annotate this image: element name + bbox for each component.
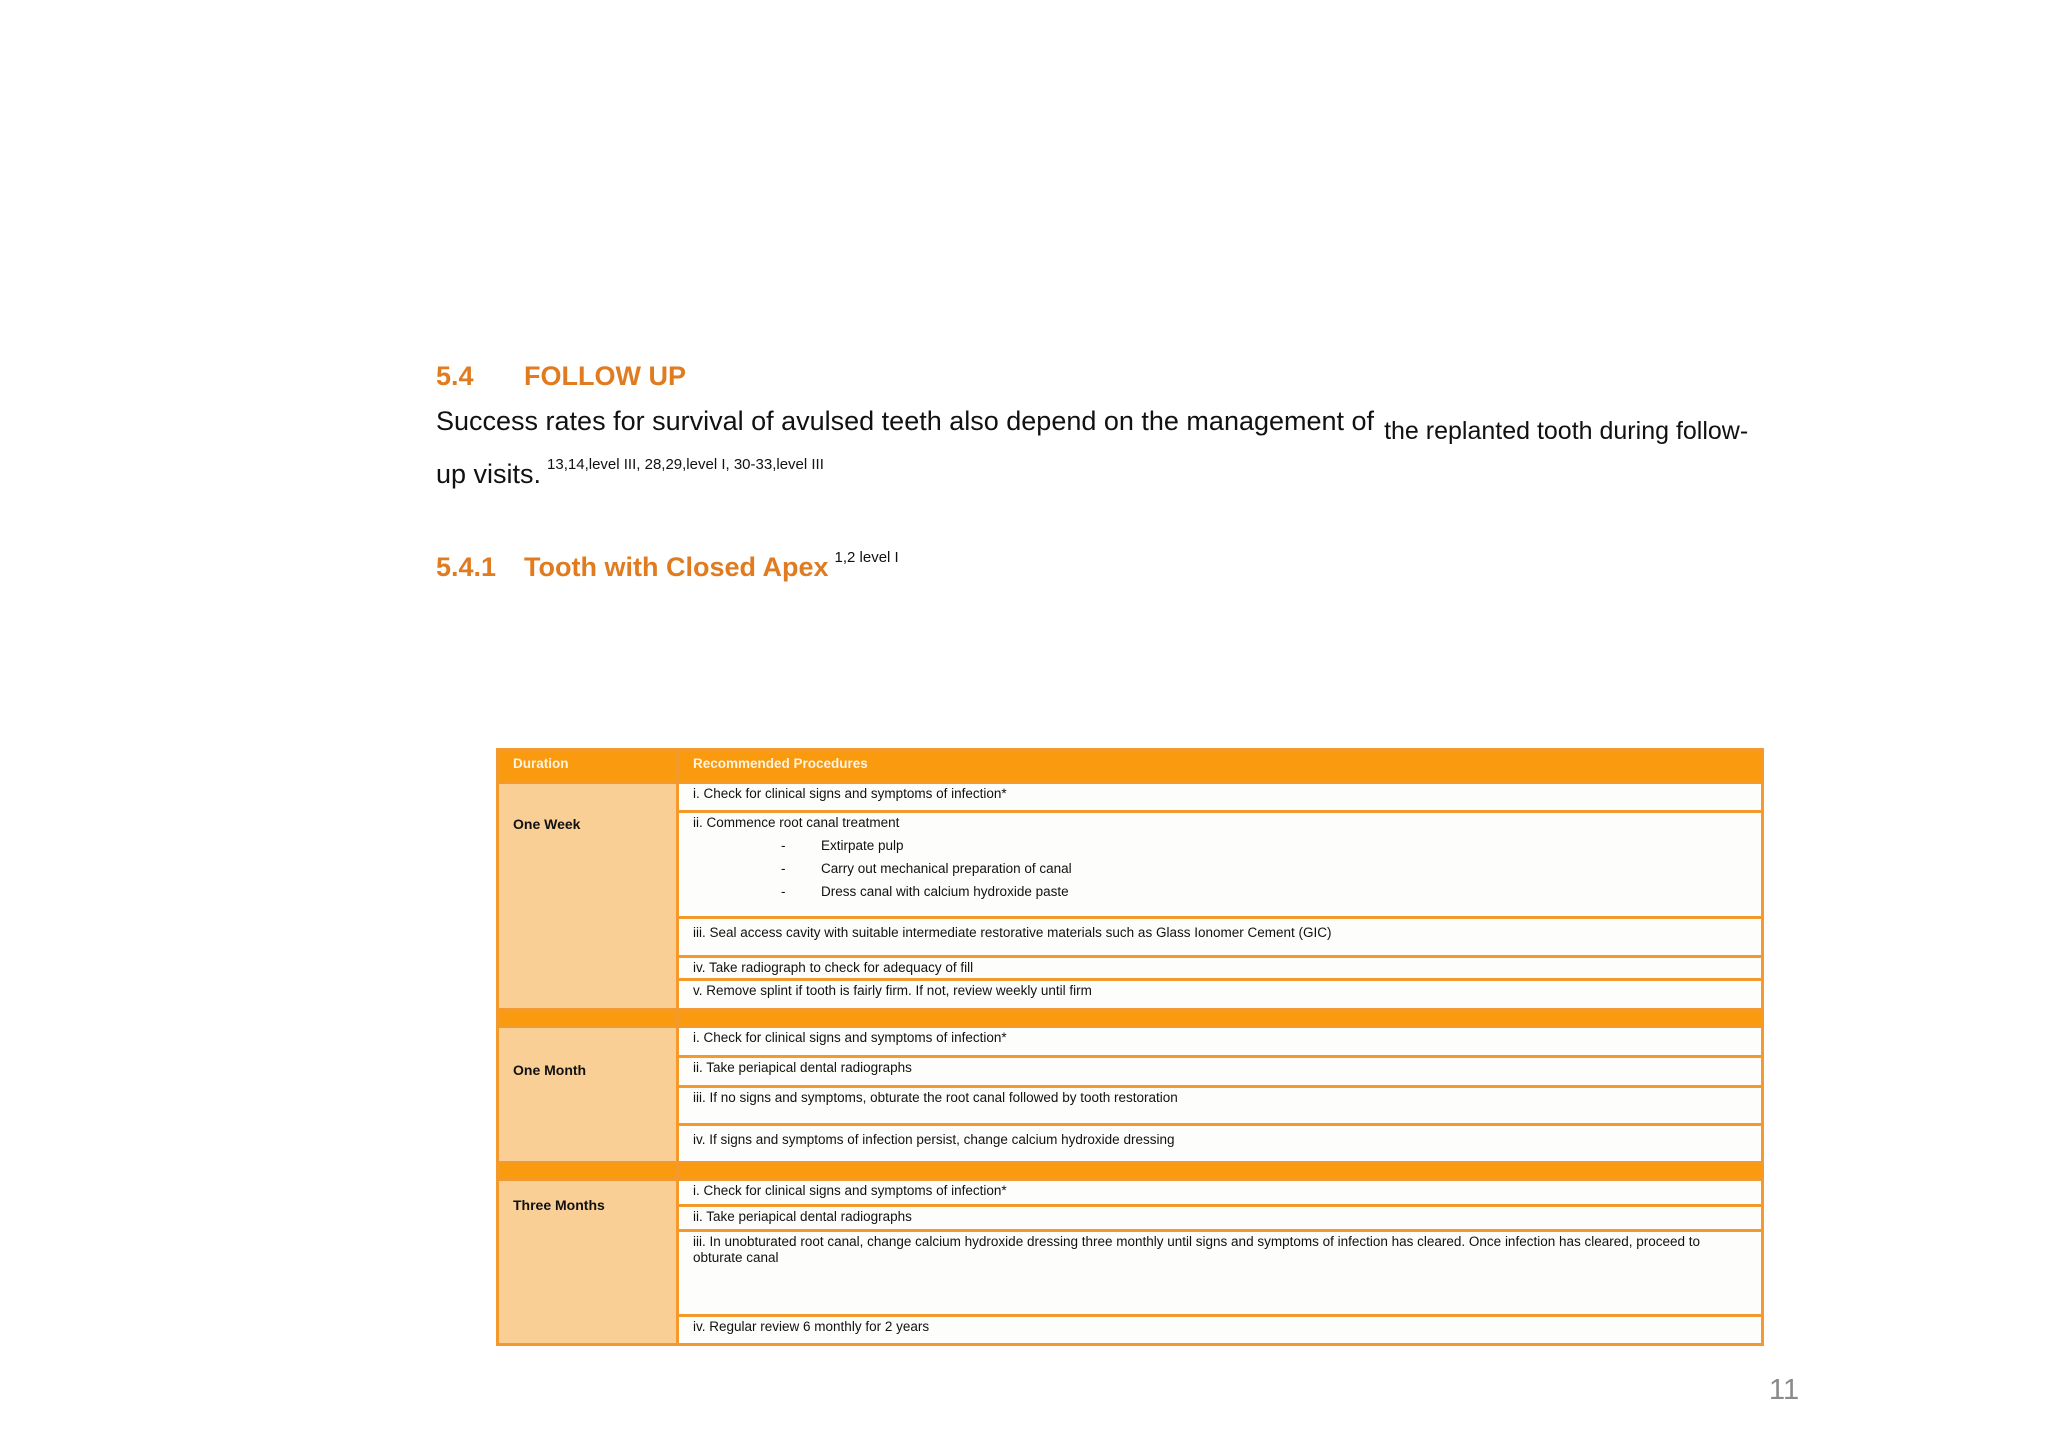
sub-item-text: Carry out mechanical preparation of canal	[821, 861, 1072, 877]
table-row	[498, 812, 1763, 917]
table-row	[498, 782, 1763, 812]
procedure-cell: i. Check for clinical signs and symptoms of infection*	[678, 1180, 1763, 1206]
page-number: 11	[1769, 1374, 1800, 1406]
procedure-text: ii. Commence root canal treatment	[693, 815, 900, 831]
procedure-cell: v. Remove splint if tooth is fairly firm. If not, review weekly until firm	[678, 980, 1763, 1010]
sub-item	[693, 838, 1747, 854]
header-duration: Duration	[498, 750, 678, 783]
procedure-cell: iii. If no signs and symptoms, obturate the root canal followed by tooth restoration	[678, 1086, 1763, 1124]
procedure-cell: i. Check for clinical signs and symptoms of infection*	[678, 1027, 1763, 1057]
dash-marker: -	[781, 838, 786, 854]
table-separator-row	[498, 1162, 1763, 1179]
procedure-cell: iv. Regular review 6 monthly for 2 years	[678, 1316, 1763, 1345]
table-header-row	[498, 750, 1763, 783]
section-number: 5.4	[436, 361, 474, 391]
table-row	[498, 1180, 1763, 1206]
follow-up-table	[496, 748, 1764, 1346]
dash-marker: -	[781, 884, 786, 900]
subsection-number: 5.4.1	[436, 552, 497, 582]
table-row	[498, 1124, 1763, 1162]
intro-text-end: up visits.	[436, 459, 542, 489]
table-row	[498, 1057, 1763, 1087]
table-row	[498, 956, 1763, 980]
procedure-cell: iii. In unobturated root canal, change calcium hydroxide dressing three monthly until signs and symptoms of infection has cleared. Once infection has cleared, proceed to obturate canal	[678, 1231, 1763, 1316]
table-row	[498, 1086, 1763, 1124]
header-procedures: Recommended Procedures	[678, 750, 1763, 783]
duration-three-months: Three Months	[498, 1180, 678, 1345]
section-heading	[436, 360, 686, 392]
sub-item-text: Dress canal with calcium hydroxide paste	[821, 884, 1069, 900]
sub-item	[693, 861, 1747, 877]
duration-one-month: One Month	[498, 1027, 678, 1162]
table-row	[498, 917, 1763, 956]
table-row	[498, 1027, 1763, 1057]
procedure-cell: iv. If signs and symptoms of infection persist, change calcium hydroxide dressing	[678, 1124, 1763, 1162]
table-row	[498, 1205, 1763, 1231]
intro-text: Success rates for survival of avulsed teeth also depend on the management of	[436, 406, 1375, 436]
intro-text-tail: the replanted tooth during follow-	[1384, 417, 1749, 445]
procedure-cell	[678, 812, 1763, 917]
table-row	[498, 1316, 1763, 1345]
intro-paragraph-line1	[436, 405, 1766, 445]
subsection-references: 1,2 level I	[834, 549, 899, 566]
dash-marker: -	[781, 861, 786, 877]
procedure-cell: iv. Take radiograph to check for adequacy of fill	[678, 956, 1763, 980]
procedure-cell: ii. Take periapical dental radiographs	[678, 1205, 1763, 1231]
table-row	[498, 1231, 1763, 1316]
section-title: FOLLOW UP	[524, 361, 686, 391]
procedure-cell: ii. Take periapical dental radiographs	[678, 1057, 1763, 1087]
table-row	[498, 980, 1763, 1010]
sub-item	[693, 884, 1747, 900]
subsection-title: Tooth with Closed Apex	[524, 552, 829, 582]
intro-paragraph-line2	[436, 449, 824, 490]
sub-item-text: Extirpate pulp	[821, 838, 904, 854]
subsection-heading	[436, 542, 899, 583]
duration-one-week: One Week	[498, 782, 678, 1009]
procedure-cell: iii. Seal access cavity with suitable intermediate restorative materials such as Glass Ionomer Cement (GIC)	[678, 917, 1763, 956]
procedure-cell: i. Check for clinical signs and symptoms of infection*	[678, 782, 1763, 812]
intro-references: 13,14,level III, 28,29,level I, 30-33,level III	[547, 456, 824, 473]
table-separator-row	[498, 1010, 1763, 1027]
